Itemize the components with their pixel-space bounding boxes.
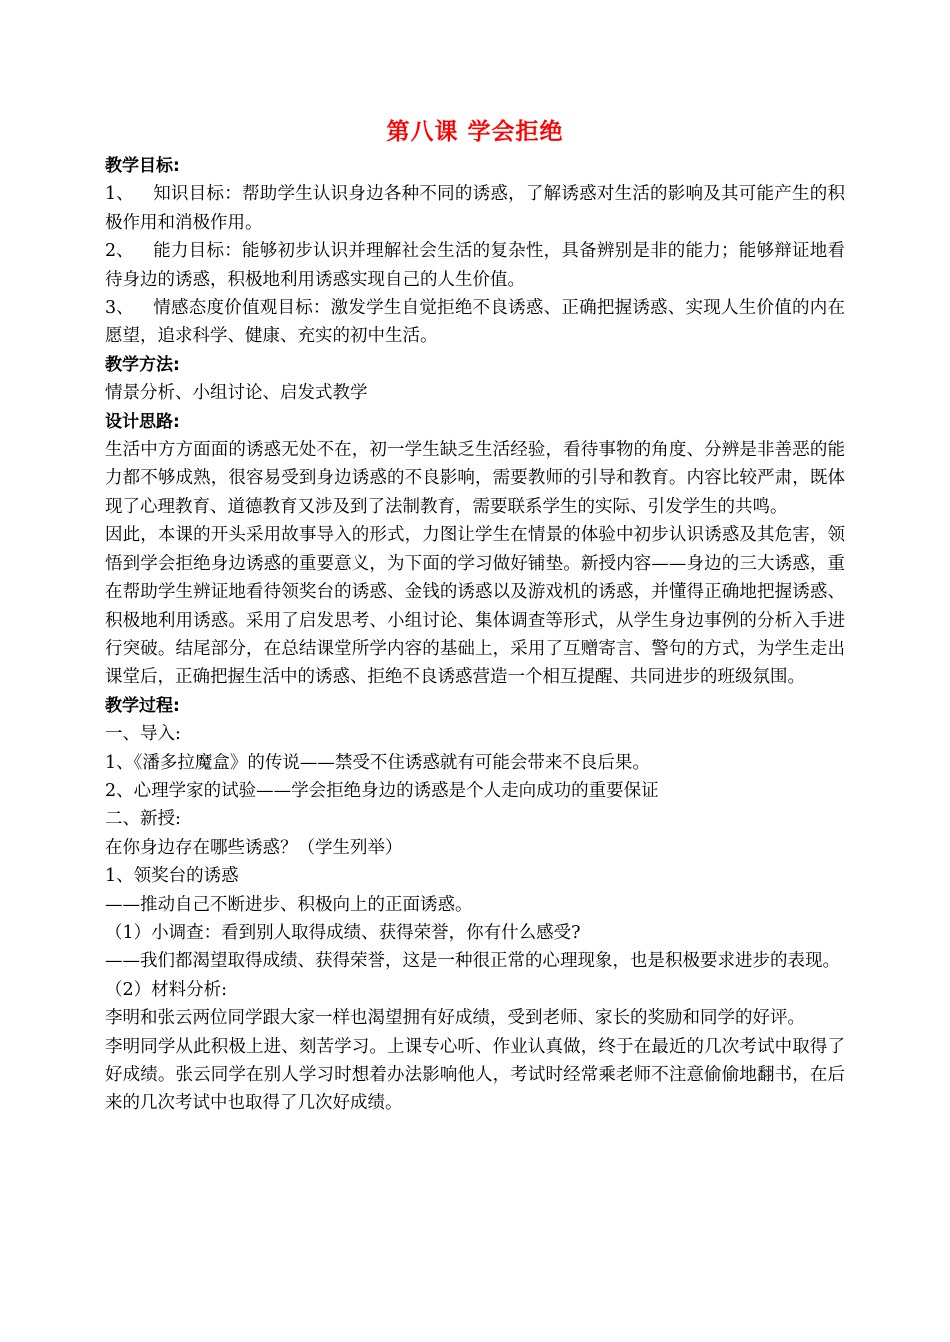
methods-heading: 教学方法: bbox=[105, 354, 180, 375]
design-paragraph-2: 因此，本课的开头采用故事导入的形式，力图让学生在情景的体验中初步认识诱惑及其危害，领悟到学会拒绝身边诱惑的重要意义，为下面的学习做好铺垫。新授内容——身边的三大诱惑，重在帮助学生辨证地看待领奖台的诱惑、金钱的诱惑以及游戏机的诱惑，并懂得正确地把握诱惑、积极地利用诱惑。采用了启发思考、小组讨论、集体调查等形式，从学生身边事例的分析入手进行突破。结尾部分，在总结课堂所学内容的基础上，采用了互赠寄言、警句的方式，为学生走出课堂后，正确把握生活中的诱惑、拒绝不良诱惑营造一个相互提醒、共同进步的班级氛围。 bbox=[105, 525, 845, 688]
process-line: （1）小调查：看到别人取得成绩、获得荣誉，你有什么感受? bbox=[105, 922, 581, 943]
design-heading: 设计思路: bbox=[105, 411, 180, 432]
design-paragraph-1: 生活中方方面面的诱惑无处不在，初一学生缺乏生活经验，看待事物的角度、分辨是非善恶的能力都不够成熟，很容易受到身边诱惑的不良影响，需要教师的引导和教育。内容比较严肃，既体现了心理教育、道德教育又涉及到了法制教育，需要联系学生的实际、引发学生的共鸣。 bbox=[105, 440, 845, 517]
objective-item bbox=[105, 180, 845, 237]
process-line: ——推动自己不断进步、积极向上的正面诱惑。 bbox=[105, 894, 473, 915]
objective-item bbox=[105, 294, 845, 351]
document-title: 第八课 学会拒绝 bbox=[386, 119, 564, 145]
objectives-heading: 教学目标: bbox=[105, 156, 180, 176]
objective-text: 能力目标：能够初步认识并理解社会生活的复杂性，具备辨别是非的能力；能够辩证地看待身边的诱惑，积极地利用诱惑实现自己的人生价值。 bbox=[105, 241, 845, 290]
objective-number: 3、 bbox=[105, 298, 134, 319]
process-heading: 教学过程: bbox=[105, 695, 180, 716]
document-page bbox=[105, 112, 845, 1118]
objective-number: 2、 bbox=[105, 241, 134, 262]
process-line: 在你身边存在哪些诱惑？（学生列举） bbox=[105, 837, 403, 858]
process-line: 1、《潘多拉魔盒》的传说——禁受不住诱惑就有可能会带来不良后果。 bbox=[105, 752, 650, 773]
process-line: 李明同学从此积极上进、刻苦学习。上课专心听、作业认真做，终于在最近的几次考试中取得了好成绩。张云同学在别人学习时想着办法影响他人，考试时经常乘老师不注意偷偷地翻书，在后来的几次考试中也取得了几次好成绩。 bbox=[105, 1036, 845, 1114]
process-line: 一、导入: bbox=[105, 724, 181, 745]
process-line: ——我们都渴望取得成绩、获得荣誉，这是一种很正常的心理现象，也是积极要求进步的表现。 bbox=[105, 951, 840, 972]
objective-text: 情感态度价值观目标：激发学生自觉拒绝不良诱惑、正确把握诱惑、实现人生价值的内在愿望，追求科学、健康、充实的初中生活。 bbox=[105, 298, 845, 347]
process-line: 1、领奖台的诱惑 bbox=[105, 866, 239, 887]
process-line: 李明和张云两位同学跟大家一样也渴望拥有好成绩，受到老师、家长的奖励和同学的好评。 bbox=[105, 1008, 805, 1029]
process-line: 2、心理学家的试验——学会拒绝身边的诱惑是个人走向成功的重要保证 bbox=[105, 780, 659, 801]
process-line: 二、新授: bbox=[105, 809, 181, 830]
objective-text: 知识目标：帮助学生认识身边各种不同的诱惑，了解诱惑对生活的影响及其可能产生的积极作用和消极作用。 bbox=[105, 184, 845, 233]
objective-item bbox=[105, 237, 845, 294]
methods-text: 情景分析、小组讨论、启发式教学 bbox=[105, 383, 368, 404]
process-line: （2）材料分析: bbox=[105, 979, 228, 1000]
objective-number: 1、 bbox=[105, 184, 134, 205]
